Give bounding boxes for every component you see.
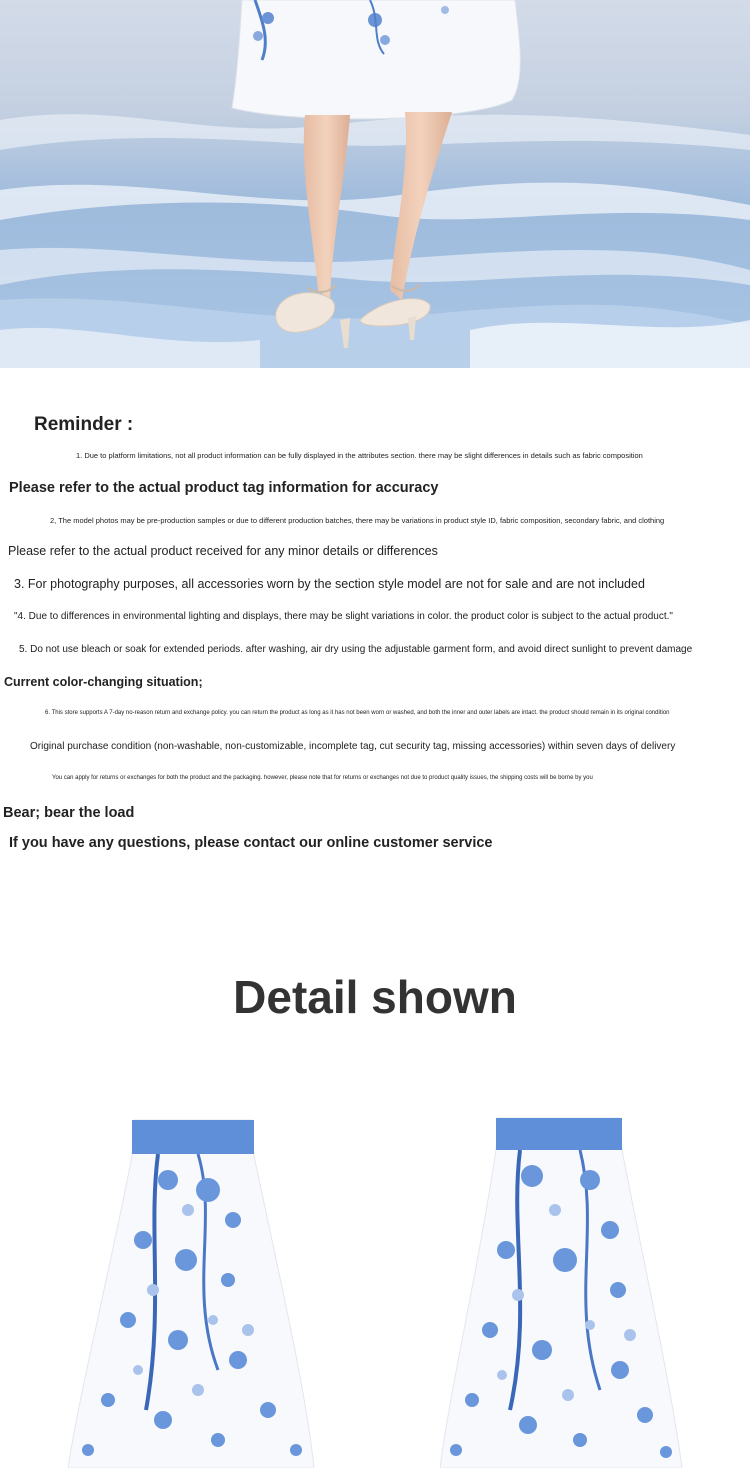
hero-photo [0,0,750,368]
detail-section-title: Detail shown [233,971,517,1023]
reminder-line-13: If you have any questions, please contact our online customer service [9,835,493,851]
reminder-line-7: 5. Do not use bleach or soak for extended periods. after washing, air dry using the adjustable garment form, and avoid direct sunlight to prevent damage [19,644,693,655]
reminder-line-11: You can apply for returns or exchanges for both the product and the packaging. however, please note that for returns or exchanges not due to product quality issues, the shipping costs will be borne by you [52,775,593,781]
reminder-title: Reminder : [34,414,134,435]
reminder-line-12: Bear; bear the load [3,805,135,821]
reminder-line-8: Current color-changing situation; [4,675,203,689]
reminder-line-9: 6. This store supports A 7-day no-reason return and exchange policy. you can return the product as long as it has not been worn or washed, and both the inner and outer labels are intact. the product should remain in its original condition [45,710,670,716]
skirt-back-image [440,1110,690,1468]
reminder-line-2: Please refer to the actual product tag information for accuracy [9,480,439,496]
reminder-line-1: 1. Due to platform limitations, not all product information can be fully displayed in the attributes section. there may be slight differences in details such as fabric composition [76,451,643,460]
skirt-front-image [68,1110,318,1468]
reminder-line-10: Original purchase condition (non-washable, non-customizable, incomplete tag, cut security tag, missing accessories) within seven days of delivery [30,741,676,752]
reminder-line-5: 3. For photography purposes, all accessories worn by the section style model are not for sale and are not included [14,577,645,591]
reminder-line-4: Please refer to the actual product received for any minor details or differences [8,544,438,558]
reminder-line-6: "4. Due to differences in environmental lighting and displays, there may be slight variations in color. the product color is subject to the actual product." [14,611,673,622]
reminder-line-3: 2, The model photos may be pre-production samples or due to different production batches, there may be variations in product style ID, fabric composition, secondary fabric, and clothing [50,516,665,525]
